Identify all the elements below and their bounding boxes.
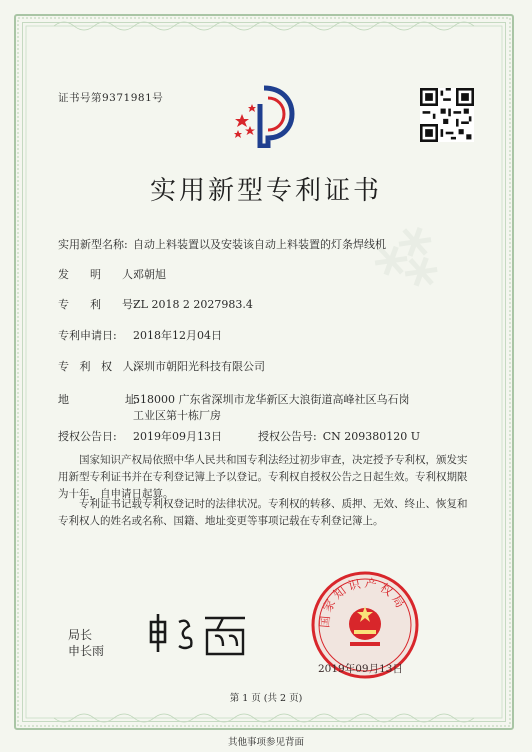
field-patent-no-label: 专 利 号: — [58, 298, 137, 311]
field-announce — [58, 428, 420, 444]
field-name — [58, 236, 386, 252]
svg-text:国家知识产权局 — [318, 575, 409, 628]
back-note: 其他事项参见背面 — [227, 737, 304, 748]
field-announce-no-value: CN 209380120 U — [322, 430, 421, 443]
field-inventor — [58, 266, 166, 282]
field-patentee-label: 专 利 权 人: — [58, 360, 138, 373]
field-address-line2: 工业区第十栋厂房 — [133, 409, 221, 422]
page-number: 第 1 页 (共 2 页) — [229, 693, 303, 704]
field-address-line1: 518000 广东省深圳市龙华新区大浪街道高峰社区乌石岗 — [133, 393, 410, 406]
field-announce-date-value: 2019年09月13日 — [133, 430, 222, 443]
paragraph-grant-text: 国家知识产权局依照中华人民共和国专利法经过初步审查，决定授予专利权，颁发实用新型专利证书并在专利登记簿上予以登记。专利权自授权公告之日起生效。专利权期限为十年，自申请日起算。 — [58, 454, 468, 500]
paragraph-status-text: 专利证书记载专利权登记时的法律状况。专利权的转移、质押、无效、终止、恢复和专利权人的姓名或名称、国籍、地址变更等事项记载在专利登记簿上。 — [58, 498, 468, 527]
field-name-value: 自动上料装置以及安装该自动上料装置的灯条焊线机 — [133, 238, 386, 251]
field-filing-date — [58, 327, 222, 343]
field-name-label: 实用新型名称: — [58, 238, 128, 251]
field-announce-no-label: 授权公告号: — [258, 430, 317, 443]
qr-code — [420, 88, 474, 142]
field-patent-no-value: ZL 2018 2 2027983.4 — [133, 298, 253, 311]
seal-text: 国家知识产权局 — [317, 575, 410, 629]
paragraph-status — [58, 496, 474, 530]
certificate-number: 证书号第9371981号 — [58, 92, 164, 104]
director-signature — [145, 608, 255, 662]
director-name: 申长雨 — [68, 644, 105, 658]
field-filing-date-value: 2018年12月04日 — [133, 329, 222, 342]
field-patent-no — [58, 296, 253, 312]
field-address — [58, 391, 410, 407]
field-patentee — [58, 358, 265, 374]
field-announce-date-label: 授权公告日: — [58, 430, 117, 443]
field-filing-date-label: 专利申请日: — [58, 329, 117, 342]
director-title: 局长 — [68, 628, 93, 642]
seal-date: 2019年09月13日 — [318, 663, 403, 675]
field-address-cont — [133, 407, 221, 423]
field-inventor-value: 邓朝旭 — [133, 268, 166, 281]
field-address-label: 地 址: — [58, 393, 140, 406]
cnipa-logo-icon — [230, 84, 300, 148]
field-patentee-value: 深圳市朝阳光科技有限公司 — [133, 360, 265, 373]
background-watermark: ⁂ — [365, 212, 453, 305]
field-inventor-label: 发 明 人: — [58, 268, 137, 281]
certificate-title: 实用新型专利证书 — [149, 176, 382, 206]
